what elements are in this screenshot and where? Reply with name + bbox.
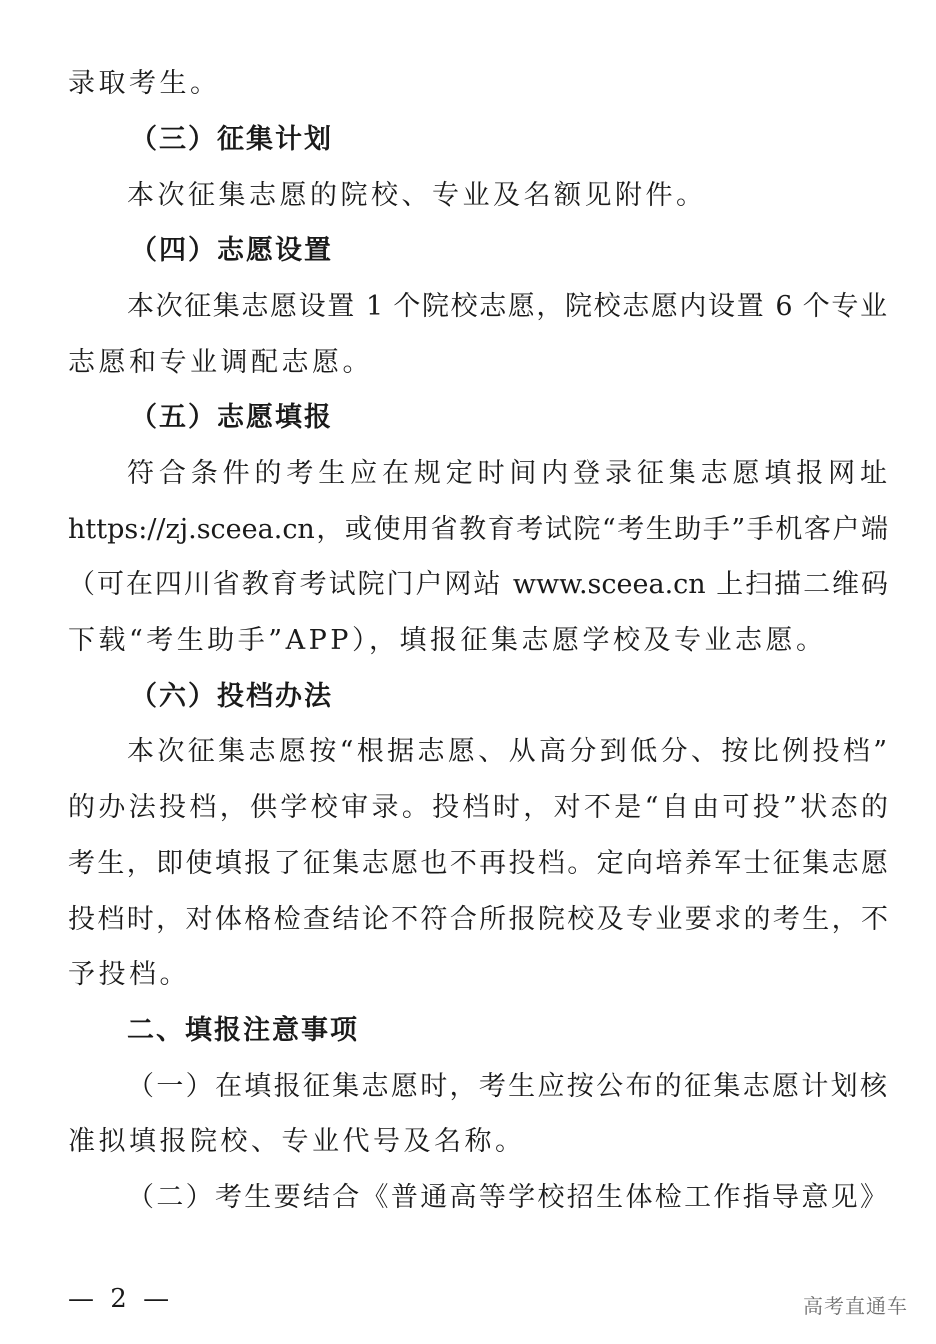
body-line: 准拟填报院校、专业代号及名称。 — [68, 1126, 526, 1157]
watermark: 高考直通车 — [803, 1294, 908, 1318]
body-line: 录取考生。 — [68, 68, 221, 99]
section-heading-notes: 二、填报注意事项 — [127, 1015, 359, 1046]
body-line: 的办法投档，供学校审录。投档时，对不是“自由可投”状态的 — [68, 792, 888, 823]
body-line: 本次征集志愿按“根据志愿、从高分到低分、按比例投档” — [127, 736, 887, 767]
section-heading-filling: （五）志愿填报 — [130, 402, 333, 433]
body-line: （二）考生要结合《普通高等学校招生体检工作指导意见》 — [127, 1182, 887, 1213]
body-line: 本次征集志愿设置 1 个院校志愿，院校志愿内设置 6 个专业 — [127, 291, 887, 322]
section-heading-settings: （四）志愿设置 — [130, 235, 333, 266]
body-line-url: https://zj.sceea.cn，或使用省教育考试院“考生助手”手机客户端 — [68, 514, 888, 545]
body-line: 本次征集志愿的院校、专业及名额见附件。 — [127, 180, 707, 211]
body-line: （一）在填报征集志愿时，考生应按公布的征集志愿计划核 — [127, 1071, 887, 1102]
body-line: 符合条件的考生应在规定时间内登录征集志愿填报网址 — [127, 458, 887, 489]
body-line: 考生，即使填报了征集志愿也不再投档。定向培养军士征集志愿 — [68, 848, 888, 879]
section-heading-admission: （六）投档办法 — [130, 681, 333, 712]
section-heading-plan: （三）征集计划 — [130, 124, 333, 155]
page-number: — 2 — — [68, 1284, 174, 1314]
body-line: 志愿和专业调配志愿。 — [68, 347, 373, 378]
body-line-website: （可在四川省教育考试院门户网站 www.sceea.cn 上扫描二维码 — [68, 569, 888, 600]
body-line: 投档时，对体格检查结论不符合所报院校及专业要求的考生，不 — [68, 904, 888, 935]
body-line: 下载“考生助手”APP），填报征集志愿学校及专业志愿。 — [68, 625, 827, 656]
body-line: 予投档。 — [68, 959, 190, 990]
